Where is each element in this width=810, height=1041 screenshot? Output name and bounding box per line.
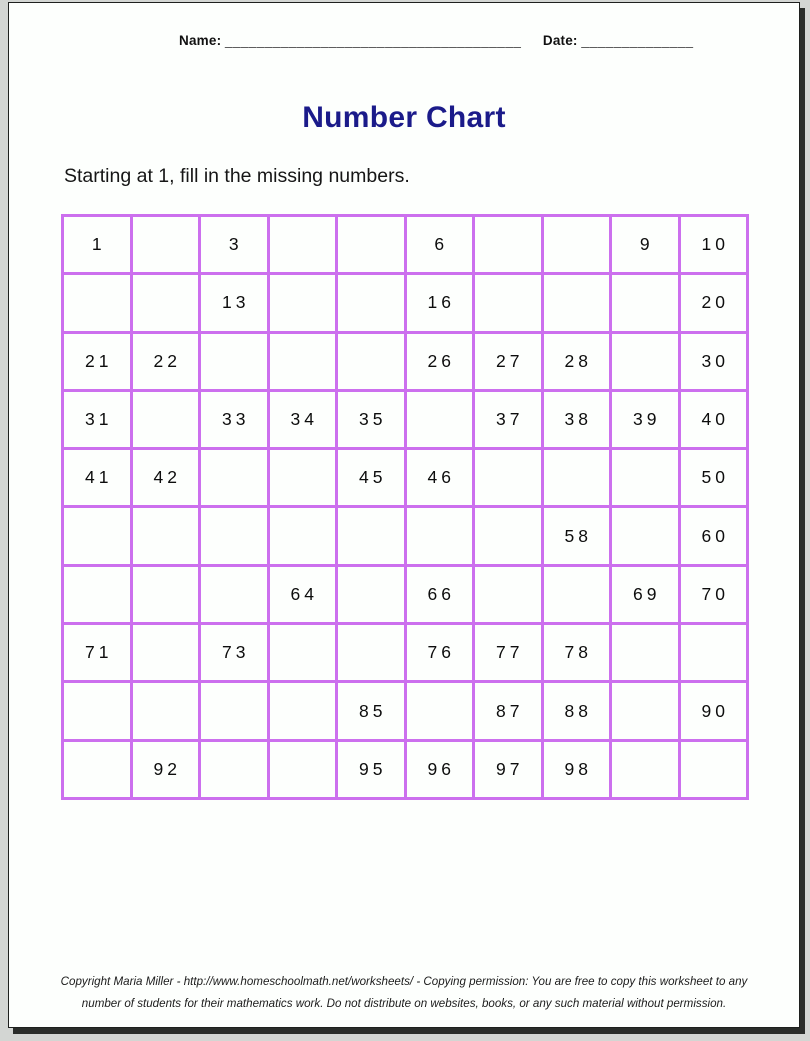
grid-cell-blank <box>612 625 678 680</box>
instruction-text: Starting at 1, fill in the missing numbers. <box>64 165 410 187</box>
grid-cell-filled: 95 <box>338 742 404 797</box>
grid-cell-blank <box>544 217 610 272</box>
grid-cell-blank <box>338 217 404 272</box>
grid-cell-filled: 45 <box>338 450 404 505</box>
grid-cell-filled: 60 <box>681 508 747 563</box>
grid-cell-blank <box>544 450 610 505</box>
grid-cell-filled: 20 <box>681 275 747 330</box>
name-label: Name: <box>179 33 222 48</box>
grid-cell-blank <box>270 742 336 797</box>
copyright-line-1: Copyright Maria Miller - http://www.homeschoolmath.net/worksheets/ - Copying permission: You are free to copy this worksheet to any <box>60 975 748 988</box>
grid-cell-filled: 85 <box>338 683 404 738</box>
grid-cell-filled: 90 <box>681 683 747 738</box>
grid-cell-filled: 70 <box>681 567 747 622</box>
grid-cell-filled: 37 <box>475 392 541 447</box>
copyright-footer <box>9 971 799 1015</box>
grid-cell-filled: 10 <box>681 217 747 272</box>
grid-cell-blank <box>338 567 404 622</box>
grid-cell-blank <box>201 508 267 563</box>
grid-cell-filled: 30 <box>681 334 747 389</box>
grid-cell-blank <box>407 392 473 447</box>
grid-cell-filled: 76 <box>407 625 473 680</box>
grid-cell-blank <box>64 683 130 738</box>
grid-cell-filled: 39 <box>612 392 678 447</box>
grid-cell-blank <box>64 742 130 797</box>
grid-cell-blank <box>475 508 541 563</box>
grid-cell-blank <box>133 625 199 680</box>
grid-cell-blank <box>64 567 130 622</box>
worksheet-page <box>8 2 800 1028</box>
name-line: _____________________________________ <box>225 33 522 48</box>
grid-cell-blank <box>612 508 678 563</box>
grid-cell-filled: 16 <box>407 275 473 330</box>
grid-cell-blank <box>133 508 199 563</box>
grid-cell-blank <box>133 683 199 738</box>
grid-cell-blank <box>475 450 541 505</box>
grid-cell-filled: 58 <box>544 508 610 563</box>
grid-cell-blank <box>338 275 404 330</box>
grid-cell-blank <box>270 450 336 505</box>
grid-cell-blank <box>544 567 610 622</box>
grid-cell-blank <box>475 217 541 272</box>
grid-cell-blank <box>681 742 747 797</box>
grid-cell-blank <box>133 392 199 447</box>
grid-cell-blank <box>612 275 678 330</box>
grid-cell-blank <box>407 508 473 563</box>
grid-cell-filled: 66 <box>407 567 473 622</box>
grid-cell-blank <box>544 275 610 330</box>
grid-cell-filled: 88 <box>544 683 610 738</box>
grid-cell-filled: 73 <box>201 625 267 680</box>
grid-cell-filled: 46 <box>407 450 473 505</box>
grid-cell-filled: 22 <box>133 334 199 389</box>
grid-cell-filled: 9 <box>612 217 678 272</box>
grid-cell-blank <box>475 275 541 330</box>
grid-cell-filled: 96 <box>407 742 473 797</box>
grid-cell-blank <box>612 450 678 505</box>
copyright-line-2: number of students for their mathematics work. Do not distribute on websites, books, or any such material without permission. <box>81 997 727 1010</box>
grid-cell-blank <box>407 683 473 738</box>
grid-cell-blank <box>681 625 747 680</box>
grid-cell-filled: 6 <box>407 217 473 272</box>
grid-cell-filled: 27 <box>475 334 541 389</box>
grid-cell-filled: 42 <box>133 450 199 505</box>
grid-cell-blank <box>270 683 336 738</box>
grid-cell-blank <box>133 567 199 622</box>
grid-cell-blank <box>201 567 267 622</box>
grid-cell-filled: 1 <box>64 217 130 272</box>
grid-cell-filled: 21 <box>64 334 130 389</box>
grid-cell-filled: 35 <box>338 392 404 447</box>
grid-cell-filled: 78 <box>544 625 610 680</box>
page-title: Number Chart <box>302 101 506 134</box>
grid-cell-blank <box>64 275 130 330</box>
date-line: ______________ <box>581 33 694 48</box>
grid-cell-filled: 28 <box>544 334 610 389</box>
grid-cell-blank <box>201 450 267 505</box>
grid-cell-filled: 33 <box>201 392 267 447</box>
grid-cell-blank <box>201 334 267 389</box>
grid-cell-filled: 97 <box>475 742 541 797</box>
grid-cell-filled: 13 <box>201 275 267 330</box>
grid-cell-blank <box>612 742 678 797</box>
grid-cell-filled: 40 <box>681 392 747 447</box>
grid-cell-blank <box>338 508 404 563</box>
grid-cell-filled: 26 <box>407 334 473 389</box>
grid-cell-filled: 38 <box>544 392 610 447</box>
grid-cell-filled: 41 <box>64 450 130 505</box>
grid-cell-filled: 77 <box>475 625 541 680</box>
grid-cell-blank <box>133 217 199 272</box>
grid-cell-blank <box>338 334 404 389</box>
grid-cell-blank <box>270 625 336 680</box>
grid-cell-blank <box>270 217 336 272</box>
grid-cell-filled: 92 <box>133 742 199 797</box>
grid-cell-filled: 71 <box>64 625 130 680</box>
grid-cell-filled: 3 <box>201 217 267 272</box>
grid-cell-filled: 50 <box>681 450 747 505</box>
grid-cell-filled: 98 <box>544 742 610 797</box>
grid-cell-blank <box>612 334 678 389</box>
number-grid <box>61 214 749 800</box>
name-date-header <box>179 33 694 48</box>
grid-cell-blank <box>270 508 336 563</box>
grid-cell-blank <box>270 334 336 389</box>
grid-cell-filled: 64 <box>270 567 336 622</box>
grid-cell-blank <box>133 275 199 330</box>
grid-cell-blank <box>475 567 541 622</box>
grid-cell-blank <box>201 683 267 738</box>
grid-cell-filled: 31 <box>64 392 130 447</box>
grid-cell-blank <box>270 275 336 330</box>
grid-cell-filled: 34 <box>270 392 336 447</box>
grid-cell-filled: 87 <box>475 683 541 738</box>
grid-cell-blank <box>201 742 267 797</box>
grid-cell-blank <box>64 508 130 563</box>
grid-cell-blank <box>338 625 404 680</box>
grid-cell-blank <box>612 683 678 738</box>
grid-cell-filled: 69 <box>612 567 678 622</box>
date-label: Date: <box>542 33 578 48</box>
